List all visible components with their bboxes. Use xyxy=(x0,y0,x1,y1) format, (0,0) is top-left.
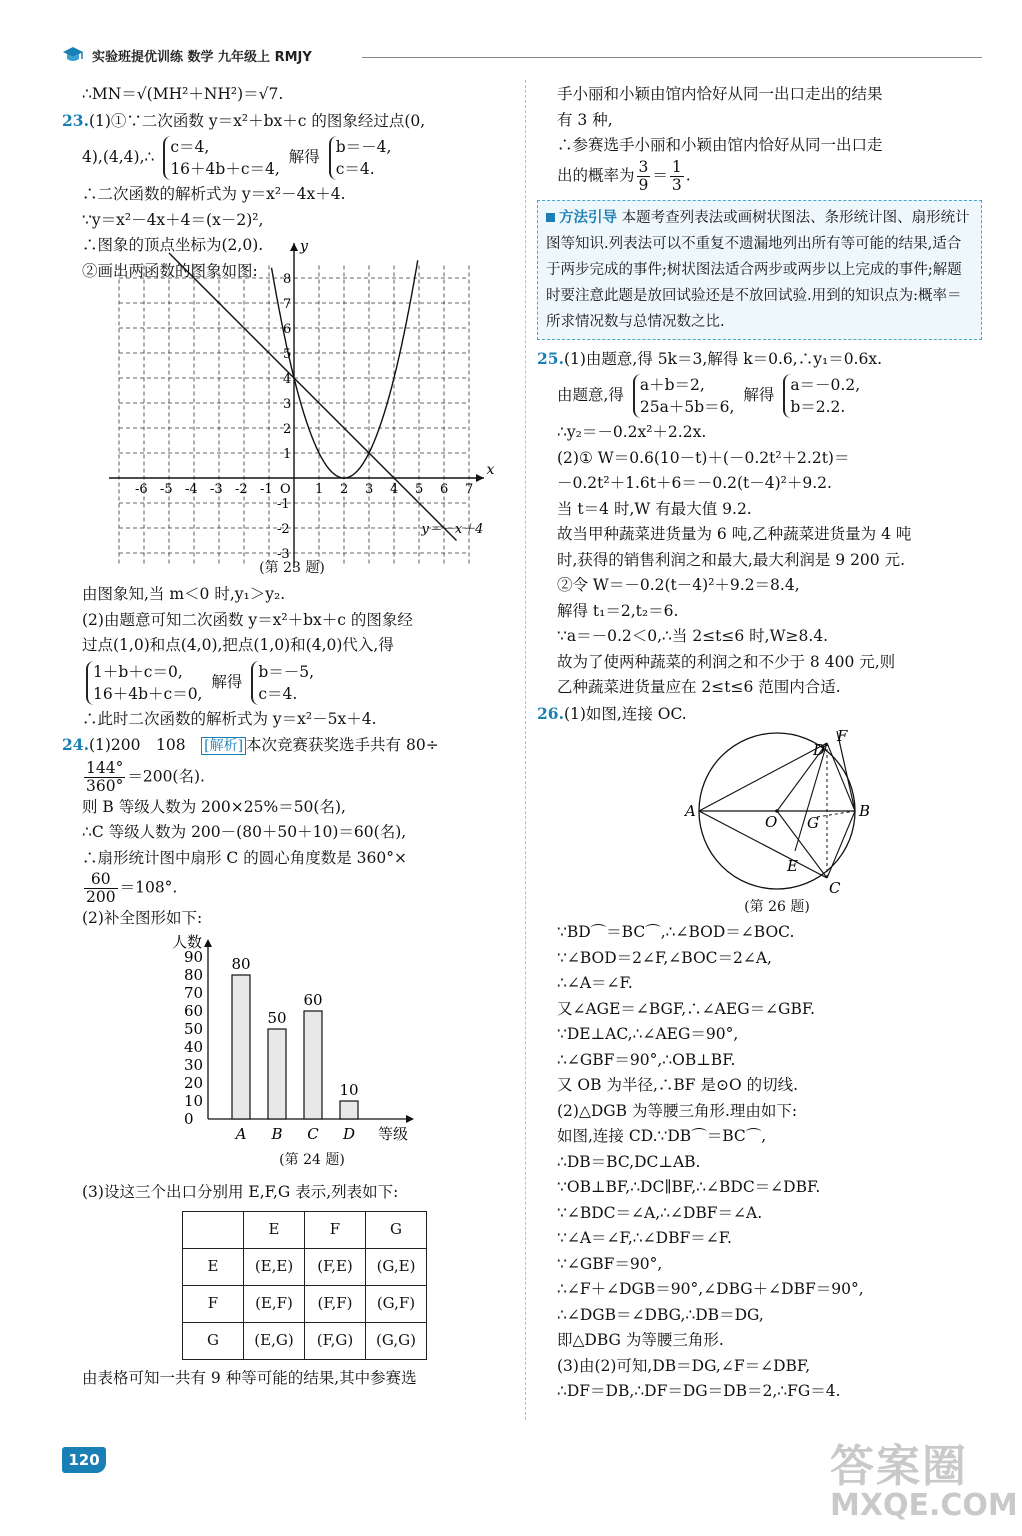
category-label: D xyxy=(342,1124,356,1143)
equation-system xyxy=(163,136,279,180)
table-cell: (E,G) xyxy=(244,1323,305,1360)
bar-value-label: 60 xyxy=(303,990,323,1009)
point-label-o: O xyxy=(765,813,778,831)
equation: b＝－4, xyxy=(335,138,392,156)
table-row xyxy=(183,1323,427,1360)
text-line: ∵DE⊥AC,∴∠AEG＝90°, xyxy=(557,1025,739,1043)
y-tick-label: 8 xyxy=(283,272,292,287)
numerator: 60 xyxy=(84,871,118,889)
figure-caption: (第 23 题) xyxy=(259,560,325,576)
x-tick-label: -1 xyxy=(260,482,273,497)
text-line: 则 B 等级人数为 200×25%＝50(名), xyxy=(82,797,346,816)
y-tick-label: 0 xyxy=(184,1109,194,1128)
square-icon xyxy=(546,213,555,222)
equation: c＝4. xyxy=(258,684,298,703)
y-tick-label: 2 xyxy=(283,422,292,437)
y-tick-label: 6 xyxy=(283,322,292,337)
table-cell: (G,F) xyxy=(366,1286,427,1323)
numerator: 3 xyxy=(638,157,649,176)
y-tick-label: 60 xyxy=(184,1001,204,1020)
text-line: ∵OB⊥BF,∴DC∥BF,∴∠BDC＝∠DBF. xyxy=(557,1178,821,1196)
text-line: ＝200(名). xyxy=(127,767,205,785)
text-line: 解得 xyxy=(743,386,775,404)
x-tick-label: 5 xyxy=(415,482,424,497)
watermark xyxy=(830,1430,1018,1523)
fraction xyxy=(84,760,125,795)
y-axis-arrow xyxy=(204,939,212,947)
method-guide-box xyxy=(537,200,982,340)
text-line: ∵y＝x²－4x＋4＝(x－2)², xyxy=(82,210,264,229)
text-line: ∵∠A＝∠F,∴∠DBF＝∠F. xyxy=(557,1229,732,1247)
text-line: 又 OB 为半径,∴BF 是⊙O 的切线. xyxy=(557,1076,798,1094)
table-cell: (F,G) xyxy=(305,1323,366,1360)
method-guide-text: 本题考查列表法或画树状图法、条形统计图、扇形统计图等知识.列表法可以不重复不遗漏地列出所有等可能的结果,适合于两步完成的事件;树状图法适合两步或两步以上完成的事件;解题时要注意此题是放回试验还是不放回试验.用到的知识点为:概率＝所求情况数与总情况数之比. xyxy=(546,209,970,330)
text-line: 如图,连接 CD.∵DB⌒＝BC⌒, xyxy=(557,1127,767,1145)
denominator: 360° xyxy=(86,776,124,795)
text-line: (1)①∵二次函数 y＝x²＋bx＋c 的图象经过点(0, xyxy=(88,111,426,130)
table-row xyxy=(183,1212,427,1249)
table-cell: G xyxy=(366,1212,427,1249)
denominator: 200 xyxy=(86,888,116,906)
text-line: ∴扇形统计图中扇形 C 的圆心角度数是 360°× xyxy=(82,848,407,867)
text-line: 解得 t₁＝2,t₂＝6. xyxy=(557,601,679,620)
text-line: 由题意,得 xyxy=(557,386,624,404)
x-axis-arrow xyxy=(406,1115,414,1123)
equation: c＝4, xyxy=(170,138,210,156)
question-number: 25. xyxy=(537,348,564,368)
table-cell: (G,E) xyxy=(366,1249,427,1286)
bar xyxy=(268,1029,286,1119)
text-line: (2)△DGB 为等腰三角形.理由如下: xyxy=(557,1101,798,1120)
text-line: 即△DBG 为等腰三角形. xyxy=(557,1331,724,1349)
page-header xyxy=(62,42,982,72)
text-line: ∴∠GBF＝90°,∴OB⊥BF. xyxy=(557,1050,736,1069)
point-label-f: F xyxy=(837,727,848,745)
x-tick-label: O xyxy=(280,482,291,497)
table-cell: E xyxy=(244,1212,305,1249)
header-title: 实验班提优训练 数学 九年级上 RMJY xyxy=(92,50,312,65)
figure-caption: (第 24 题) xyxy=(279,1151,345,1168)
text-line: (1)200 108 xyxy=(88,736,202,754)
category-label: B xyxy=(271,1124,283,1143)
x-tick-label: 6 xyxy=(440,482,449,497)
text-line: 当 t＝4 时,W 有最大值 9.2. xyxy=(557,499,752,518)
question-number: 24. xyxy=(62,735,89,754)
text-line: 本次竞赛获奖选手共有 80÷ xyxy=(246,736,439,754)
y-tick-label: 30 xyxy=(184,1055,204,1074)
equation-system xyxy=(251,661,314,705)
circle-figure xyxy=(537,727,982,916)
table-row xyxy=(183,1286,427,1323)
fraction xyxy=(670,159,684,194)
text-line: 又∠AGE＝∠BGF,∴∠AEG＝∠GBF. xyxy=(557,999,816,1018)
equation-system xyxy=(86,661,202,705)
y-tick-label: 7 xyxy=(283,297,292,312)
text-line: ∴∠A＝∠F. xyxy=(557,974,633,992)
linear-function-line xyxy=(169,253,457,541)
numerator: 1 xyxy=(671,157,682,176)
figure-caption: (第 26 题) xyxy=(744,899,810,915)
point-label-a: A xyxy=(685,802,696,820)
bar xyxy=(232,975,250,1119)
x-axis-label: x xyxy=(486,462,495,478)
y-tick-label: 5 xyxy=(283,347,292,362)
text-line: ∴MN＝√(MH²＋NH²)＝√7. xyxy=(82,85,284,103)
y-tick-label: 20 xyxy=(184,1073,204,1092)
table-cell: (F,F) xyxy=(305,1286,366,1323)
table-cell: (E,E) xyxy=(244,1249,305,1286)
equation: 25a＋5b＝6, xyxy=(639,398,735,416)
x-tick-label: 4 xyxy=(390,482,399,497)
watermark-url: MXQE.COM xyxy=(830,1488,1018,1523)
text-line: (2)由题意可知二次函数 y＝x²＋bx＋c 的图象经 xyxy=(82,610,413,629)
x-tick-label: -4 xyxy=(185,482,198,497)
equation: b＝2.2. xyxy=(790,398,846,416)
text-line: (3)由(2)可知,DB＝DG,∠F＝∠DBF, xyxy=(557,1356,811,1375)
category-label: C xyxy=(307,1124,319,1143)
question-number: 26. xyxy=(537,703,564,723)
fraction xyxy=(84,871,118,906)
text-line: . xyxy=(685,166,691,184)
x-tick-label: -3 xyxy=(210,482,223,497)
text-line: 故当甲种蔬菜进货量为 6 吨,乙种蔬菜进货量为 4 吨 xyxy=(557,525,912,543)
text-line: (2)补全图形如下: xyxy=(82,909,203,927)
text-line: 解得 xyxy=(211,672,243,691)
table-cell: F xyxy=(305,1212,366,1249)
text-line: 时,获得的销售利润之和最大,最大利润是 9 200 元. xyxy=(557,550,906,569)
equation: 16＋4b＋c＝4, xyxy=(170,160,280,178)
text-line: ②令 W＝－0.2(t－4)²＋9.2＝8.4, xyxy=(557,576,800,594)
y-tick-label: 1 xyxy=(283,447,292,462)
y-tick-label: 50 xyxy=(184,1019,204,1038)
table-cell: (E,F) xyxy=(244,1286,305,1323)
x-tick-label: -6 xyxy=(135,482,148,497)
text-line: －0.2t²＋1.6t＋6＝－0.2(t－4)²＋9.2. xyxy=(557,474,832,492)
text-line: ∵∠BDC＝∠A,∴∠DBF＝∠A. xyxy=(557,1203,763,1222)
x-tick-label: 2 xyxy=(340,482,349,497)
y-tick-label: -2 xyxy=(277,522,290,537)
equation: 1＋b＋c＝0, xyxy=(93,662,183,681)
equation: c＝4. xyxy=(335,160,375,178)
header-rule xyxy=(362,57,982,58)
question-number: 23. xyxy=(62,110,89,130)
text-line: 由表格可知一共有 9 种等可能的结果,其中参赛选 xyxy=(82,1369,417,1387)
circle-svg xyxy=(537,727,982,897)
equation-system xyxy=(633,374,735,418)
equation-system xyxy=(783,374,860,418)
table-cell: F xyxy=(183,1286,244,1323)
table-cell: E xyxy=(183,1249,244,1286)
bar-chart-svg xyxy=(172,932,472,1151)
text-line: (1)由题意,得 5k＝3,解得 k＝0.6,∴y₁＝0.6x. xyxy=(563,349,883,368)
text-line: ∴DF＝DB,∴DF＝DG＝DB＝2,∴FG＝4. xyxy=(557,1382,841,1400)
text-line: ＝108°. xyxy=(119,878,178,897)
y-tick-label: 70 xyxy=(184,983,204,1002)
equation: b＝－5, xyxy=(258,662,315,681)
bar-value-label: 80 xyxy=(231,954,251,973)
table-cell xyxy=(183,1212,244,1249)
y-tick-label: -3 xyxy=(277,547,290,562)
numerator: 144° xyxy=(86,758,124,777)
page-number: 120 xyxy=(62,1447,106,1473)
text-line: ∴此时二次函数的解析式为 y＝x²－5x＋4. xyxy=(82,709,377,728)
bar-chart xyxy=(62,932,517,1176)
point-label-g: G xyxy=(807,814,819,832)
text-line: ②画出两函数的图象如图: xyxy=(82,261,258,280)
text-line: ∵∠BOD＝2∠F,∠BOC＝2∠A, xyxy=(557,948,772,967)
text-line: ∴∠F＋∠DGB＝90°,∠DBG＋∠DBF＝90°, xyxy=(557,1280,864,1298)
text-line: 由图象知,当 m＜0 时,y₁＞y₂. xyxy=(82,585,286,603)
text-line: ∵∠GBF＝90°, xyxy=(557,1254,663,1273)
text-line: (3)设这三个出口分别用 E,F,G 表示,列表如下: xyxy=(82,1182,399,1201)
x-tick-label: -5 xyxy=(160,482,173,497)
table-cell: (F,E) xyxy=(305,1249,366,1286)
y-tick-label: 40 xyxy=(184,1037,204,1056)
text-line: ∴∠DGB＝∠DBG,∴DB＝DG, xyxy=(557,1305,764,1324)
fraction xyxy=(637,159,651,194)
x-tick-label: 7 xyxy=(465,482,474,497)
y-axis-label: y xyxy=(300,238,308,255)
equation-system xyxy=(329,136,392,180)
y-tick-label: 3 xyxy=(283,397,292,412)
text-line: ∴参赛选手小丽和小颖由馆内恰好从同一出口走 xyxy=(557,136,883,154)
equation: a＝－0.2, xyxy=(790,376,861,394)
graduation-cap-icon xyxy=(62,44,84,66)
column-divider xyxy=(525,80,526,1420)
x-tick-label: 1 xyxy=(315,482,324,497)
text-line: 出的概率为 xyxy=(557,166,635,184)
text-line: 4),(4,4),∴ xyxy=(82,148,155,166)
y-tick-label: 4 xyxy=(283,372,292,387)
text-line: 有 3 种, xyxy=(557,110,613,129)
point-label-b: B xyxy=(859,802,871,820)
bar xyxy=(304,1011,322,1119)
x-axis-arrow xyxy=(476,474,484,482)
point-label-e: E xyxy=(787,857,798,875)
text-line: 乙种蔬菜进货量应在 2≤t≤6 范围内合适. xyxy=(557,678,841,696)
x-tick-label: -2 xyxy=(235,482,248,497)
text-line: 手小丽和小颖由馆内恰好从同一出口走出的结果 xyxy=(557,85,883,103)
text-line: 故为了使两种蔬菜的利润之和不少于 8 400 元,则 xyxy=(557,652,896,671)
denominator: 3 xyxy=(671,175,682,194)
text-line: 过点(1,0)和点(4,0),把点(1,0)和(4,0)代入,得 xyxy=(82,636,394,654)
text-line: ∵BD⌒＝BC⌒,∴∠BOD＝∠BOC. xyxy=(557,923,795,941)
y-tick-label: 80 xyxy=(184,965,204,984)
y-tick-label: 10 xyxy=(184,1091,204,1110)
x-axis-title: 等级 xyxy=(378,1124,409,1143)
table-row xyxy=(183,1249,427,1286)
text-line: ∴y₂＝－0.2x²＋2.2x. xyxy=(557,423,707,441)
outcome-table xyxy=(182,1211,427,1360)
equation: 16＋4b＋c＝0, xyxy=(93,684,203,703)
bar xyxy=(340,1101,358,1119)
x-tick-label: 3 xyxy=(365,482,374,497)
table-cell: (G,G) xyxy=(366,1323,427,1360)
point-label-c: C xyxy=(829,879,841,897)
y-axis-title: 人数 xyxy=(172,932,203,951)
text-line: 解得 xyxy=(288,148,320,166)
bar-value-label: 10 xyxy=(339,1080,359,1099)
text-line: ∴C 等级人数为 200－(80＋50＋10)＝60(名), xyxy=(82,823,407,841)
table-cell: G xyxy=(183,1323,244,1360)
bar-value-label: 50 xyxy=(267,1008,287,1027)
method-guide-title: 方法引导 xyxy=(559,208,617,226)
point-label-d: D xyxy=(813,741,826,759)
y-tick-label: -1 xyxy=(277,497,290,512)
text-line: ∴二次函数的解析式为 y＝x²－4x＋4. xyxy=(82,185,346,203)
line-label: y＝－x＋4 xyxy=(421,522,484,537)
text-line: ∵a＝－0.2＜0,∴当 2≤t≤6 时,W≥8.4. xyxy=(557,627,829,645)
category-label: A xyxy=(235,1124,247,1143)
text-line: (2)① W＝0.6(10－t)＋(－0.2t²＋2.2t)＝ xyxy=(557,448,850,467)
text-line: ＝ xyxy=(652,166,668,184)
right-column xyxy=(537,82,982,1405)
left-column xyxy=(62,82,517,1392)
equation: a＋b＝2, xyxy=(639,376,705,394)
analysis-tag: [解析] xyxy=(201,737,246,755)
watermark-logo-text: 答案圈 xyxy=(830,1441,968,1492)
y-tick-label: 90 xyxy=(184,947,204,966)
text-line: ∴图象的顶点坐标为(2,0). xyxy=(82,236,264,254)
denominator: 9 xyxy=(638,175,649,194)
text-line: (1)如图,连接 OC. xyxy=(563,704,687,723)
text-line: ∴DB＝BC,DC⊥AB. xyxy=(557,1152,701,1171)
